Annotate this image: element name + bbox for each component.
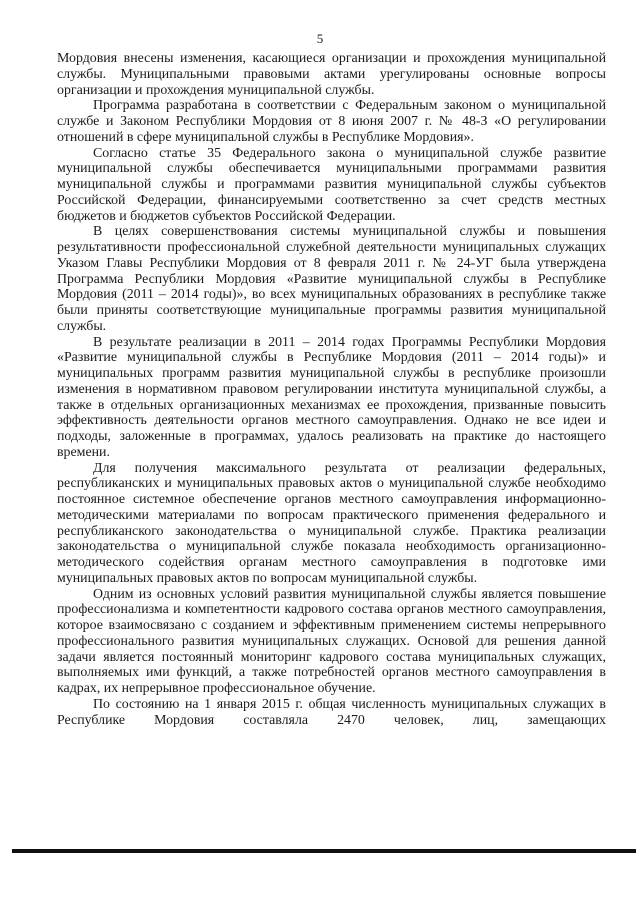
- paragraph-methodical-support: Для получения максимального результата от реализации федеральных, республиканских и муниципальных правовых актов о муниципальной службе необходимо постоянное системное обеспечение органов местного самоуправления информационно-методическими материалами по вопросам практического применения федерального и республиканского законодательства о муниципальной службе. Практика реализации законодательства о муниципальной службе показала необходимость организационно-методического содействия органам местного самоуправления в подготовке ими муниципальных правовых актов по вопросам муниципальной службы.: [57, 460, 606, 586]
- paragraph-professionalism: Одним из основных условий развития муниципальной службы является повышение профессионализма и компетентности кадрового состава органов местного самоуправления, которое взаимосвязано с созданием и эффективным применением системы непрерывного профессионального развития муниципальных служащих. Основой для решения данной задачи является постоянный мониторинг кадрового состава муниципальных служащих, выполняемых ими функций, а также потребностей органов местного самоуправления в кадрах, их непрерывное профессиональное обучение.: [57, 586, 606, 696]
- paragraph-article-35: Согласно статье 35 Федерального закона о муниципальной службе развитие муниципальной службы обеспечивается муниципальными программами развития муниципальной службы и программами развития муниципальной службы субъектов Российской Федерации, финансируемыми соответственно за счет средств местных бюджетов и бюджетов субъектов Российской Федерации.: [57, 145, 606, 224]
- body-text: [57, 51, 606, 728]
- footer-rule: [12, 849, 636, 853]
- paragraph-statistics: По состоянию на 1 января 2015 г. общая численность муниципальных служащих в Республике Мордовия составляла 2470 человек, лиц, замещающих: [57, 696, 606, 728]
- paragraph-decree: В целях совершенствования системы муниципальной службы и повышения результативности профессиональной служебной деятельности муниципальных служащих Указом Главы Республики Мордовия от 8 февраля 2011 г. № 24-УГ была утверждена Программа Республики Мордовия «Развитие муниципальной службы в Республике Мордовия (2011 – 2014 годы)», во всех муниципальных образованиях в республике также были приняты соответствующие муниципальные программы развития муниципальной службы.: [57, 224, 606, 334]
- paragraph-continuation: Мордовия внесены изменения, касающиеся организации и прохождения муниципальной службы. Муниципальными правовыми актами урегулированы основные вопросы организации и прохождения муниципальной службы.: [57, 51, 606, 98]
- page-number: 5: [316, 31, 324, 46]
- paragraph-program-basis: Программа разработана в соответствии с Федеральным законом о муниципальной службе и Законом Республики Мордовия от 8 июня 2007 г. № 48-З «О регулировании отношений в сфере муниципальной службы в Республике Мордовия».: [57, 98, 606, 145]
- paragraph-results: В результате реализации в 2011 – 2014 годах Программы Республики Мордовия «Развитие муниципальной службы в Республике Мордовия (2011 – 2014 годы)» и муниципальных программ развития муниципальной службы в республике произошли изменения в нормативном правовом регулировании института муниципальной службы, а также в отдельных организационных механизмах ее прохождения, призванные повысить эффективность деятельности органов местного самоуправления. Однако не все идеи и подходы, заложенные в программах, удалось реализовать на практике до настоящего времени.: [57, 334, 606, 460]
